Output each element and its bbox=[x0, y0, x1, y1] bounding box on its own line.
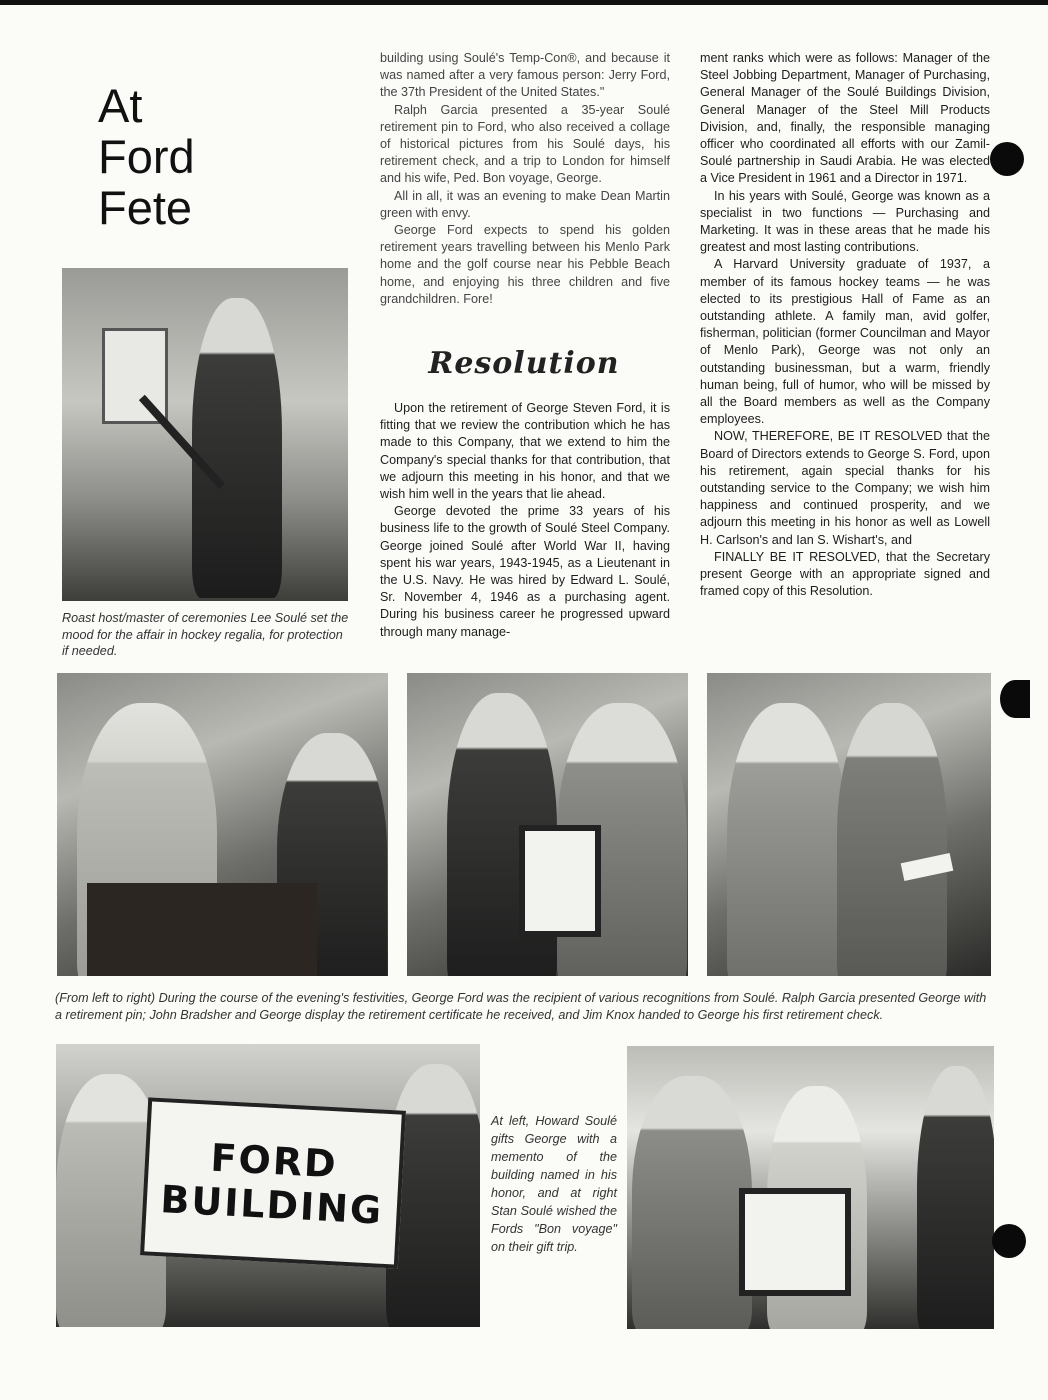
resolution-column-right bbox=[700, 50, 990, 601]
resolution-heading: Resolution bbox=[428, 346, 620, 381]
ford-building-photo bbox=[56, 1044, 480, 1327]
resolution-column-middle bbox=[380, 400, 670, 641]
hockey-photo-caption: Roast host/master of ceremonies Lee Soulé set the mood for the affair in hockey regalia, for protection if needed. bbox=[62, 611, 349, 658]
hockey-regalia-photo bbox=[62, 268, 348, 601]
ford-building-sign bbox=[140, 1097, 406, 1268]
bottom-photos-caption: At left, Howard Soulé gifts George with a memento of the building named in his honor, and at right Stan Soulé wished the Fords "Bon voyage" on their gift trip. bbox=[491, 1114, 617, 1254]
binder-hole bbox=[990, 142, 1024, 176]
headline bbox=[98, 80, 298, 233]
headline-line: At bbox=[98, 79, 143, 132]
resolution-paragraph: A Harvard University graduate of 1937, a member of its famous hockey teams — he was elected to its prestigious Hall of Fame as an outstanding athlete. A family man, avid golfer, fisherman, politician (former Councilman and Mayor of Menlo Park), George was not only an outstanding businessman, but a warm, friendly human being, full of humor, who will be missed by all the Board members as well as the Company employees. bbox=[700, 257, 990, 427]
page-top-border bbox=[0, 0, 1048, 5]
sign-text: FORD bbox=[209, 1135, 339, 1187]
article-paragraph: Ralph Garcia presented a 35-year Soulé retirement pin to Ford, who also received a collage of historical pictures from his Soulé days, his retirement check, and a trip to London for himself and his wife, Ped. Bon voyage, George. bbox=[380, 102, 670, 186]
resolution-paragraph: In his years with Soulé, George was known as a specialist in two functions — Purchasing and Marketing. It was in these areas that he made his greatest and most lasting contributions. bbox=[700, 188, 990, 255]
resolution-paragraph: ment ranks which were as follows: Manager of the Steel Jobbing Department, Manager of Purchasing, General Manager of the Soulé Buildings Division, General Manager of the Steel Mill Products Division, and, finally, the responsible managing officer who coordinated all efforts with our Zamil-Soulé partnership in Saudi Arabia. He was elected a Vice President in 1961 and a Director in 1971. bbox=[700, 51, 990, 186]
binder-hole bbox=[992, 1224, 1026, 1258]
headline-line: Fete bbox=[98, 181, 193, 234]
photo-row-caption: (From left to right) During the course of the evening's festivities, George Ford was the recipient of various recognitions from Soulé. Ralph Garcia presented George with a retirement pin; John Bradsher and George display the retirement certificate he received, and Jim Knox handed to George his first retirement check. bbox=[55, 991, 987, 1022]
retirement-check-photo bbox=[707, 673, 991, 976]
retirement-pin-photo bbox=[57, 673, 388, 976]
bon-voyage-photo bbox=[627, 1046, 994, 1329]
article-paragraph: All in all, it was an evening to make Dean Martin green with envy. bbox=[380, 188, 670, 220]
resolution-paragraph: FINALLY BE IT RESOLVED, that the Secretary present George with an appropriate signed and framed copy of this Resolution. bbox=[700, 549, 990, 599]
headline-line: Ford bbox=[98, 130, 195, 183]
article-column-middle bbox=[380, 50, 670, 308]
resolution-paragraph: Upon the retirement of George Steven Ford, it is fitting that we review the contribution which he has made to this Company, that we extend to him the Company's special thanks for that contribution, that we adjourn this meeting in his honor, and that we wish him well in the years that lie ahead. bbox=[380, 401, 670, 502]
resolution-paragraph: NOW, THEREFORE, BE IT RESOLVED that the Board of Directors extends to George S. Ford, upon his retirement, again special thanks for his outstanding service to the Company; we wish him happiness and continued prosperity, and we adjourn this meeting in his honor as well as Lowell H. Carlson's and Ian S. Wishart's, and bbox=[700, 429, 990, 547]
article-paragraph: George Ford expects to spend his golden retirement years travelling between his Menlo Park home and the golf course near his Pebble Beach home, and enjoying his three children and five grandchildren. Fore! bbox=[380, 223, 670, 306]
retirement-certificate-photo bbox=[407, 673, 688, 976]
sign-text: BUILDING bbox=[159, 1177, 385, 1233]
article-paragraph: building using Soulé's Temp-Con®, and because it was named after a very famous person: Jerry Ford, the 37th President of the United States." bbox=[380, 51, 670, 100]
resolution-paragraph: George devoted the prime 33 years of his business life to the growth of Soulé Steel Company. George joined Soulé after World War II, having spent his war years, 1943-1945, as a Lieutenant in the U.S. Navy. He was hired by Edward L. Soulé, Sr. November 4, 1946 as a purchasing agent. During his business career he progressed upward through many manage- bbox=[380, 504, 670, 639]
binder-hole bbox=[1000, 680, 1030, 718]
